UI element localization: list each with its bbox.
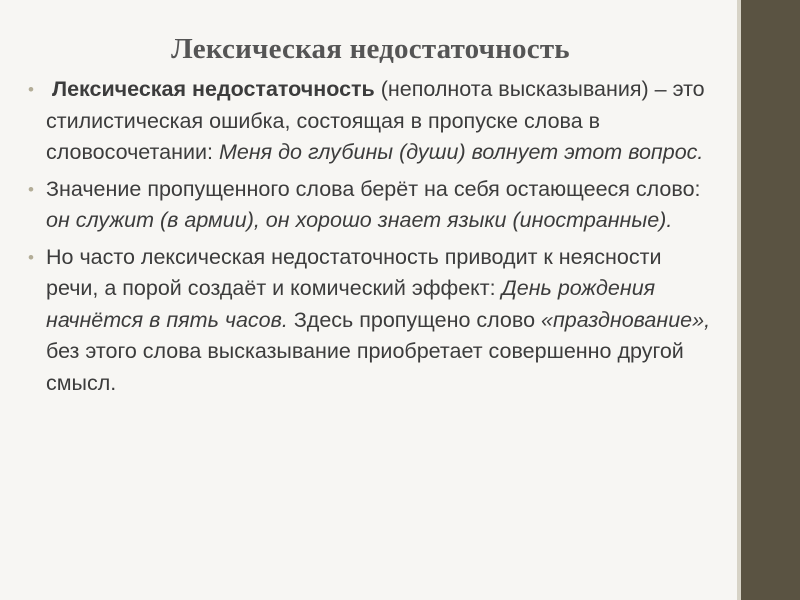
- decorative-side-band: [741, 0, 800, 600]
- example-italic: он служит (в армии), он хорошо знает языки (иностранные).: [46, 208, 673, 232]
- quoted-word-italic: «празднование»,: [541, 307, 711, 332]
- bullet-dot-icon: •: [28, 247, 34, 267]
- bullet-item: [28, 174, 718, 237]
- slide-title: Лексическая недостаточность: [171, 33, 570, 66]
- term-bold: Лексическая недостаточность: [46, 77, 375, 101]
- bullet-dot-icon: •: [28, 80, 34, 99]
- bullet-dot-icon: •: [28, 179, 34, 199]
- explanation-text: без этого слова высказывание приобретает совершенно другой смысл.: [46, 307, 717, 395]
- example-italic: Меня до глубины (души) волнует этот вопрос.: [218, 140, 704, 164]
- example-italic: День рождения начнётся в пять часов.: [46, 276, 662, 332]
- explanation-text: Значение пропущенного слова берёт на себя остающееся слово:: [46, 176, 707, 201]
- bullet-item: [28, 74, 718, 169]
- bullet-item: [28, 242, 718, 400]
- explanation-text: Здесь пропущено слово: [287, 307, 541, 332]
- explanation-text: Но часто лексическая недостаточность приводит к неясности речи, а порой создаёт и комический эффект:: [46, 244, 668, 300]
- definition-text: (неполнота высказывания) – это стилистическая ошибка, состоящая в пропуске слова в словосочетании:: [46, 77, 711, 164]
- bullet-list: [28, 74, 718, 404]
